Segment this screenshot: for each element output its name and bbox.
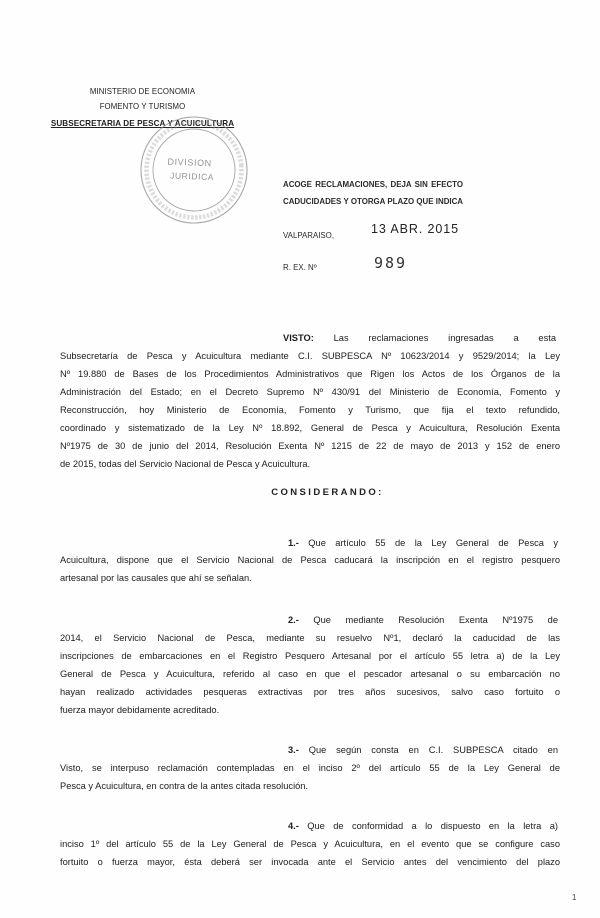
visto-line: Reconstrucción, hoy Ministerio de Economía, Fomento y Turismo, que fija el texto refundido,: [60, 405, 560, 415]
visto-first-line: [283, 332, 556, 344]
considerando-item-2-line: fuerza mayor debidamente acreditado.: [60, 705, 220, 715]
visto-line: Nº 19.880 de Bases de los Procedimientos Administrativos que Rigen los Actos de los Órganos de la: [60, 369, 560, 379]
visto-line: Nº1975 de 30 de junio del 2014, Resolución Exenta Nº 1215 de 22 de mayo de 2013 y 152 de enero: [60, 441, 560, 451]
item-number: 1.-: [288, 538, 299, 548]
item-number: 4.-: [288, 821, 299, 831]
considerando-item-3-line: Pesca y Acuicultura, en contra de la antes citada resolución.: [60, 781, 309, 791]
stamp-inner-ring: [149, 125, 239, 215]
stamp-ring-lettering: [142, 118, 246, 222]
visto-line: Administración del Estado; en el Decreto Supremo Nº 430/91 del Ministerio de Economía, Fomento y: [60, 387, 560, 397]
resolution-title-line-1: ACOGE RECLAMACIONES, DEJA SIN EFECTO: [283, 180, 463, 189]
considerando-item-3-line: Visto, se interpuso reclamación contempladas en el inciso 2º del artículo 55 de la Ley General de: [60, 763, 560, 773]
considerando-heading: CONSIDERANDO:: [271, 487, 384, 498]
date-stamp: 13 ABR. 2015: [371, 222, 459, 236]
considerando-item-2-first-line: [288, 614, 558, 626]
considerando-item-3-first-line: [288, 744, 558, 756]
item-first-text: Que mediante Resolución Exenta Nº1975 de: [313, 615, 558, 625]
stamp-text-division: DIVISION: [167, 156, 212, 169]
considerando-item-2-line: General de Pesca y Acuicultura, referido al caso en que el pescador artesanal o su embarcación no: [60, 669, 560, 679]
stamp-text-juridica: JURIDICA: [169, 170, 215, 183]
considerando-item-2-line: hayan realizado actividades pesqueras extractivas por tres años sucesivos, salvo caso fortuito o: [60, 687, 560, 697]
division-juridica-stamp: [134, 110, 254, 230]
page-number: 1: [572, 893, 577, 902]
visto-label: VISTO:: [283, 333, 314, 343]
considerando-item-2-line: inscripciones de embarcaciones en el Registro Pesquero Artesanal por el artículo 55 letra a) de la Ley: [60, 651, 560, 661]
visto-line: Subsecretaría de Pesca y Acuicultura mediante C.I. SUBPESCA Nº 10623/2014 y 9529/2014; la Ley: [60, 351, 560, 361]
item-number: 3.-: [288, 745, 299, 755]
considerando-item-2-line: 2014, el Servicio Nacional de Pesca, mediante su resuelvo Nº1, declaró la caducidad de las: [60, 633, 560, 643]
considerando-item-1-line: artesanal por las causales que ahí se señalan.: [60, 573, 252, 583]
considerando-item-1-first-line: [288, 537, 558, 549]
place-label: VALPARAISO,: [283, 231, 335, 240]
considerando-item-4-line: fortuito o fuerza mayor, ésta deberá ser invocada ante el Servicio antes del vencimiento del plazo: [60, 857, 560, 867]
item-first-text: Que de conformidad a lo dispuesto en la letra a): [307, 821, 558, 831]
considerando-item-4-line: inciso 1º del artículo 55 de la Ley General de Pesca y Acuicultura, en el evento que se configure caso: [60, 839, 560, 849]
visto-line: de 2015, todas del Servicio Nacional de Pesca y Acuicultura.: [60, 459, 311, 469]
ministry-line-2: FOMENTO Y TURISMO: [99, 102, 186, 111]
subsecretaria-name: SUBSECRETARIA DE PESCA Y ACUICULTURA: [50, 119, 235, 128]
resolution-label: R. EX. Nº: [283, 263, 317, 272]
visto-line: coordinado y sistematizado de la Ley Nº 18.892, General de Pesca y Acuicultura, Resolución Exenta: [60, 423, 560, 433]
considerando-item-4-first-line: [288, 820, 558, 832]
item-number: 2.-: [288, 615, 299, 625]
ministry-line-1: MINISTERIO DE ECONOMIA: [89, 87, 196, 96]
resolution-number: 989: [374, 254, 408, 272]
item-first-text: Que según consta en C.I. SUBPESCA citado en: [308, 745, 558, 755]
resolution-title-line-2: CADUCIDADES Y OTORGA PLAZO QUE INDICA: [283, 197, 463, 206]
item-first-text: Que artículo 55 de la Ley General de Pesca y: [308, 538, 558, 548]
visto-first-text: Las reclamaciones ingresadas a esta: [333, 333, 556, 343]
considerando-item-1-line: Acuicultura, dispone que el Servicio Nacional de Pesca caducará la inscripción en el registro pesquero: [60, 555, 560, 565]
